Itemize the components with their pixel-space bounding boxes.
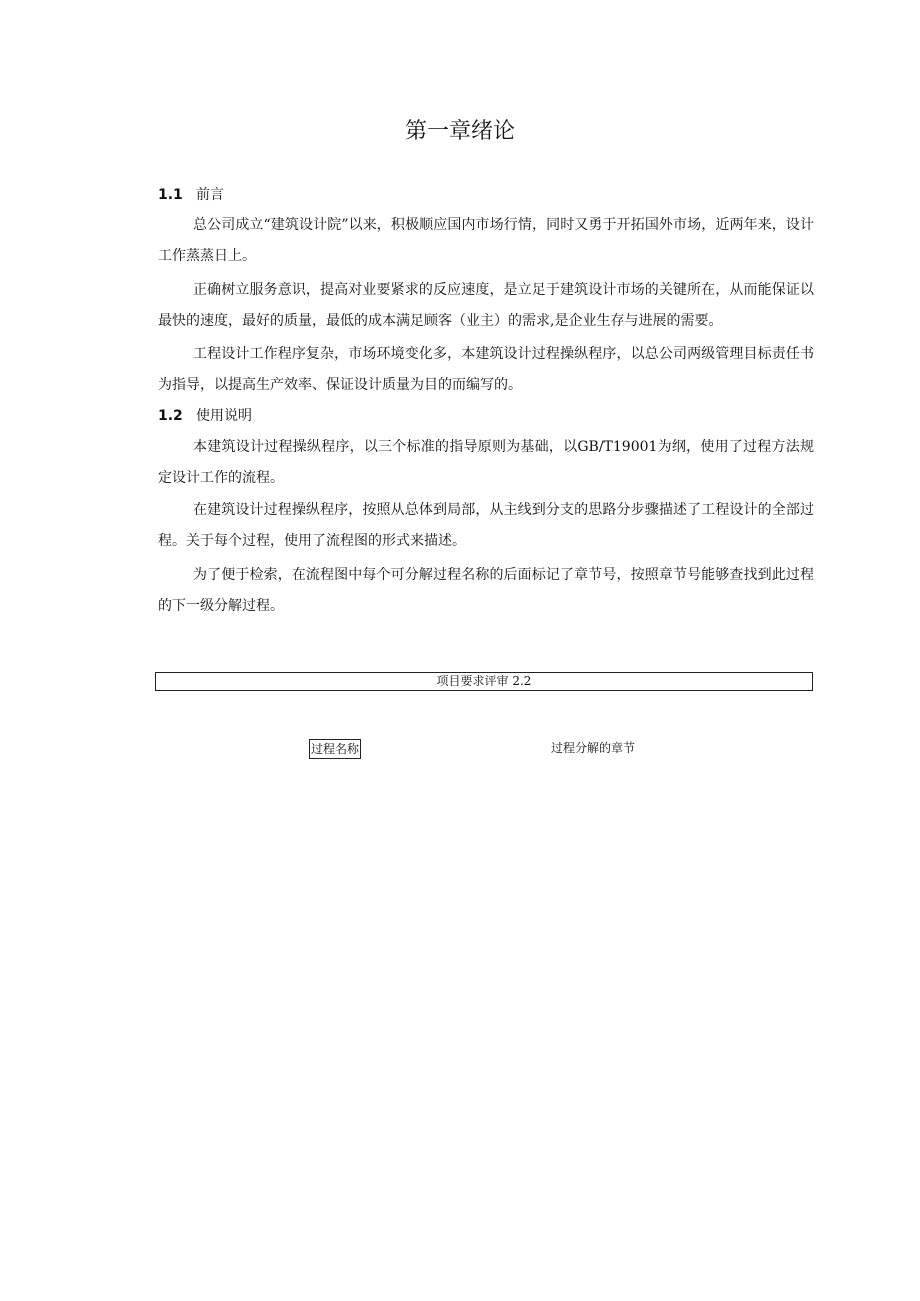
page-title: 第一章绪论 bbox=[404, 119, 515, 144]
section-heading-1-1 bbox=[158, 185, 224, 205]
section-heading-1-2 bbox=[158, 406, 252, 426]
legend-process-name-box: 过程名称 bbox=[309, 739, 361, 759]
flowchart-process-box: 项目要求评审 2.2 bbox=[155, 672, 813, 691]
paragraph: 在建筑设计过程操纵程序，按照从总体到局部，从主线到分支的思路分步骤描述了工程设计的全部过程。关于每个过程，使用了流程图的形式来描述。 bbox=[158, 502, 814, 549]
paragraph: 为了便于检索，在流程图中每个可分解过程名称的后面标记了章节号，按照章节号能够查找到此过程的下一级分解过程。 bbox=[158, 567, 814, 614]
section-number: 1.2 bbox=[158, 408, 183, 424]
legend-section-label: 过程分解的章节 bbox=[551, 741, 636, 755]
paragraph: 总公司成立“建筑设计院”以来，积极顺应国内市场行情，同时又勇于开拓国外市场，近两年来，设计工作蒸蒸日上。 bbox=[158, 217, 814, 264]
section-number: 1.1 bbox=[158, 187, 183, 203]
section-title: 前言 bbox=[196, 187, 224, 203]
paragraph: 工程设计工作程序复杂，市场环境变化多，本建筑设计过程操纵程序，以总公司两级管理目标责任书为指导，以提高生产效率、保证设计质量为目的而编写的。 bbox=[158, 346, 814, 393]
section-title: 使用说明 bbox=[196, 408, 252, 424]
paragraph: 正确树立服务意识，提高对业要紧求的反应速度，是立足于建筑设计市场的关键所在，从而能保证以最快的速度，最好的质量，最低的成本满足顾客（业主）的需求,是企业生存与进展的需要。 bbox=[158, 282, 814, 329]
paragraph: 本建筑设计过程操纵程序，以三个标准的指导原则为基础，以GB/T19001为纲，使用了过程方法规定设计工作的流程。 bbox=[158, 439, 814, 486]
